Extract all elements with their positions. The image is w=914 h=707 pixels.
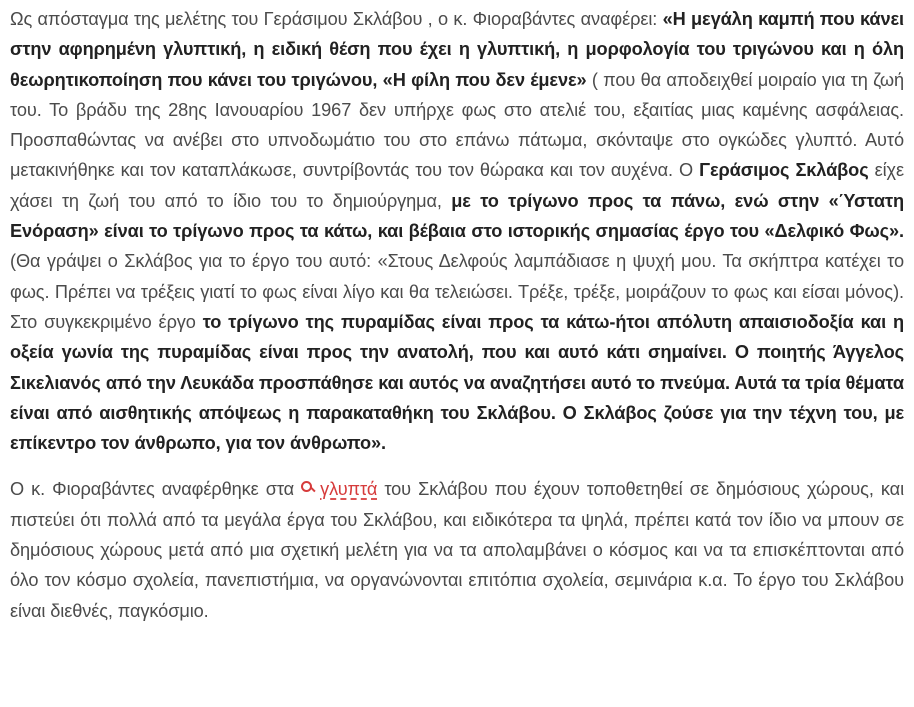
text-run: Ως απόσταγμα της μελέτης του Γεράσιμου Σκλάβου , ο κ. Φιοραβάντες αναφέρει: xyxy=(10,9,663,29)
keyword-link-label: γλυπτά xyxy=(320,479,378,500)
text-run: (Θα γράψει ο Σκλάβος για το έργο του αυτό: «Στους Δελφούς λαμπάδιασε η ψυχή μου. Τα σκήπτρα κατέχει το φως. Πρέπει να τρέξεις γιατί το φως είναι λίγο και θα τελειώσει. Τρέξε, τρέξε, μοιράζουν το φως και είσαι μόνος). Στο συγκεκριμένο έργο xyxy=(10,251,904,332)
article-body xyxy=(0,4,914,626)
sculptures-keyword-link[interactable] xyxy=(301,479,377,499)
text-run: ( που θα αποδειχθεί μοιραίο για τη ζωή του. Το βράδυ της 28ης Ιανουαρίου 1967 δεν υπήρχε φως στο ατελιέ του, εξαιτίας μιας καμένης ασφάλειας. Προσπαθώντας να ανέβει στο υπνοδωμάτιο του στο επάνω πάτωμα, σκόνταψε στο ογκώδες γλυπτό. Αυτό μετακινήθηκε και τον καταπλάκωσε, συντρίβοντάς του τον θώρακα και τον αυχένα. Ο xyxy=(10,69,904,181)
bold-statement: με το τρίγωνο προς τα πάνω, ενώ στην «Ύστατη Ενόραση» είναι το τρίγωνο προς τα κάτω, και βέβαια στο ιστορικής σημασίας έργο του «Δελφικό Φως». xyxy=(10,190,904,242)
text-run: του Σκλάβου που έχουν τοποθετηθεί σε δημόσιους χώρους, και πιστεύει ότι πολλά από τα μεγάλα έργα του Σκλάβου, και ειδικότερα τα ψηλά, πρέπει κατά τον ίδιο να μπουν σε δημόσιους χώρους μετά από μια σχετική μελέτη για να τα απολαμβάνει ο κόσμος και να τα επισκέπτονται από όλο τον κόσμο σχολεία, πανεπιστήμια, να οργανώνονται επιτόπια σχολεία, σεμινάρια κ.α. Το έργο του Σκλάβου είναι διεθνές, παγκόσμιο. xyxy=(10,479,905,621)
bold-quote: «Η μεγάλη καμπή που κάνει στην αφηρημένη γλυπτική, η ειδική θέση που έχει η γλυπτική, η μορφολογία του τριγώνου και η όλη θεωρητικοποίηση που κάνει του τριγώνου, «Η φίλη που δεν έμενε» xyxy=(10,9,904,90)
text-run: είχε χάσει τη ζωή του από το ίδιο του το δημιούργημα, xyxy=(10,160,905,211)
paragraph-1 xyxy=(10,4,904,458)
search-icon xyxy=(301,481,314,494)
bold-name: Γεράσιμος Σκλάβος xyxy=(699,160,869,181)
bold-statement: το τρίγωνο της πυραμίδας είναι προς τα κάτω-ήτοι απόλυτη απαισιοδοξία και η οξεία γωνία της πυραμίδας είναι προς την ανατολή, που και αυτό κάτι σημαίνει. Ο ποιητής Άγγελος Σικελιανός από την Λευκάδα προσπάθησε και αυτός να αναζητήσει αυτό το πνεύμα. Αυτά τα τρία θέματα είναι από αισθητικής απόψεως η παρακαταθήκη του Σκλάβου. Ο Σκλάβος ζούσε για την τέχνη του, με επίκεντρο τον άνθρωπο, για τον άνθρωπο». xyxy=(10,311,905,454)
paragraph-2 xyxy=(10,474,904,625)
text-run: Ο κ. Φιοραβάντες αναφέρθηκε στα xyxy=(10,479,302,500)
